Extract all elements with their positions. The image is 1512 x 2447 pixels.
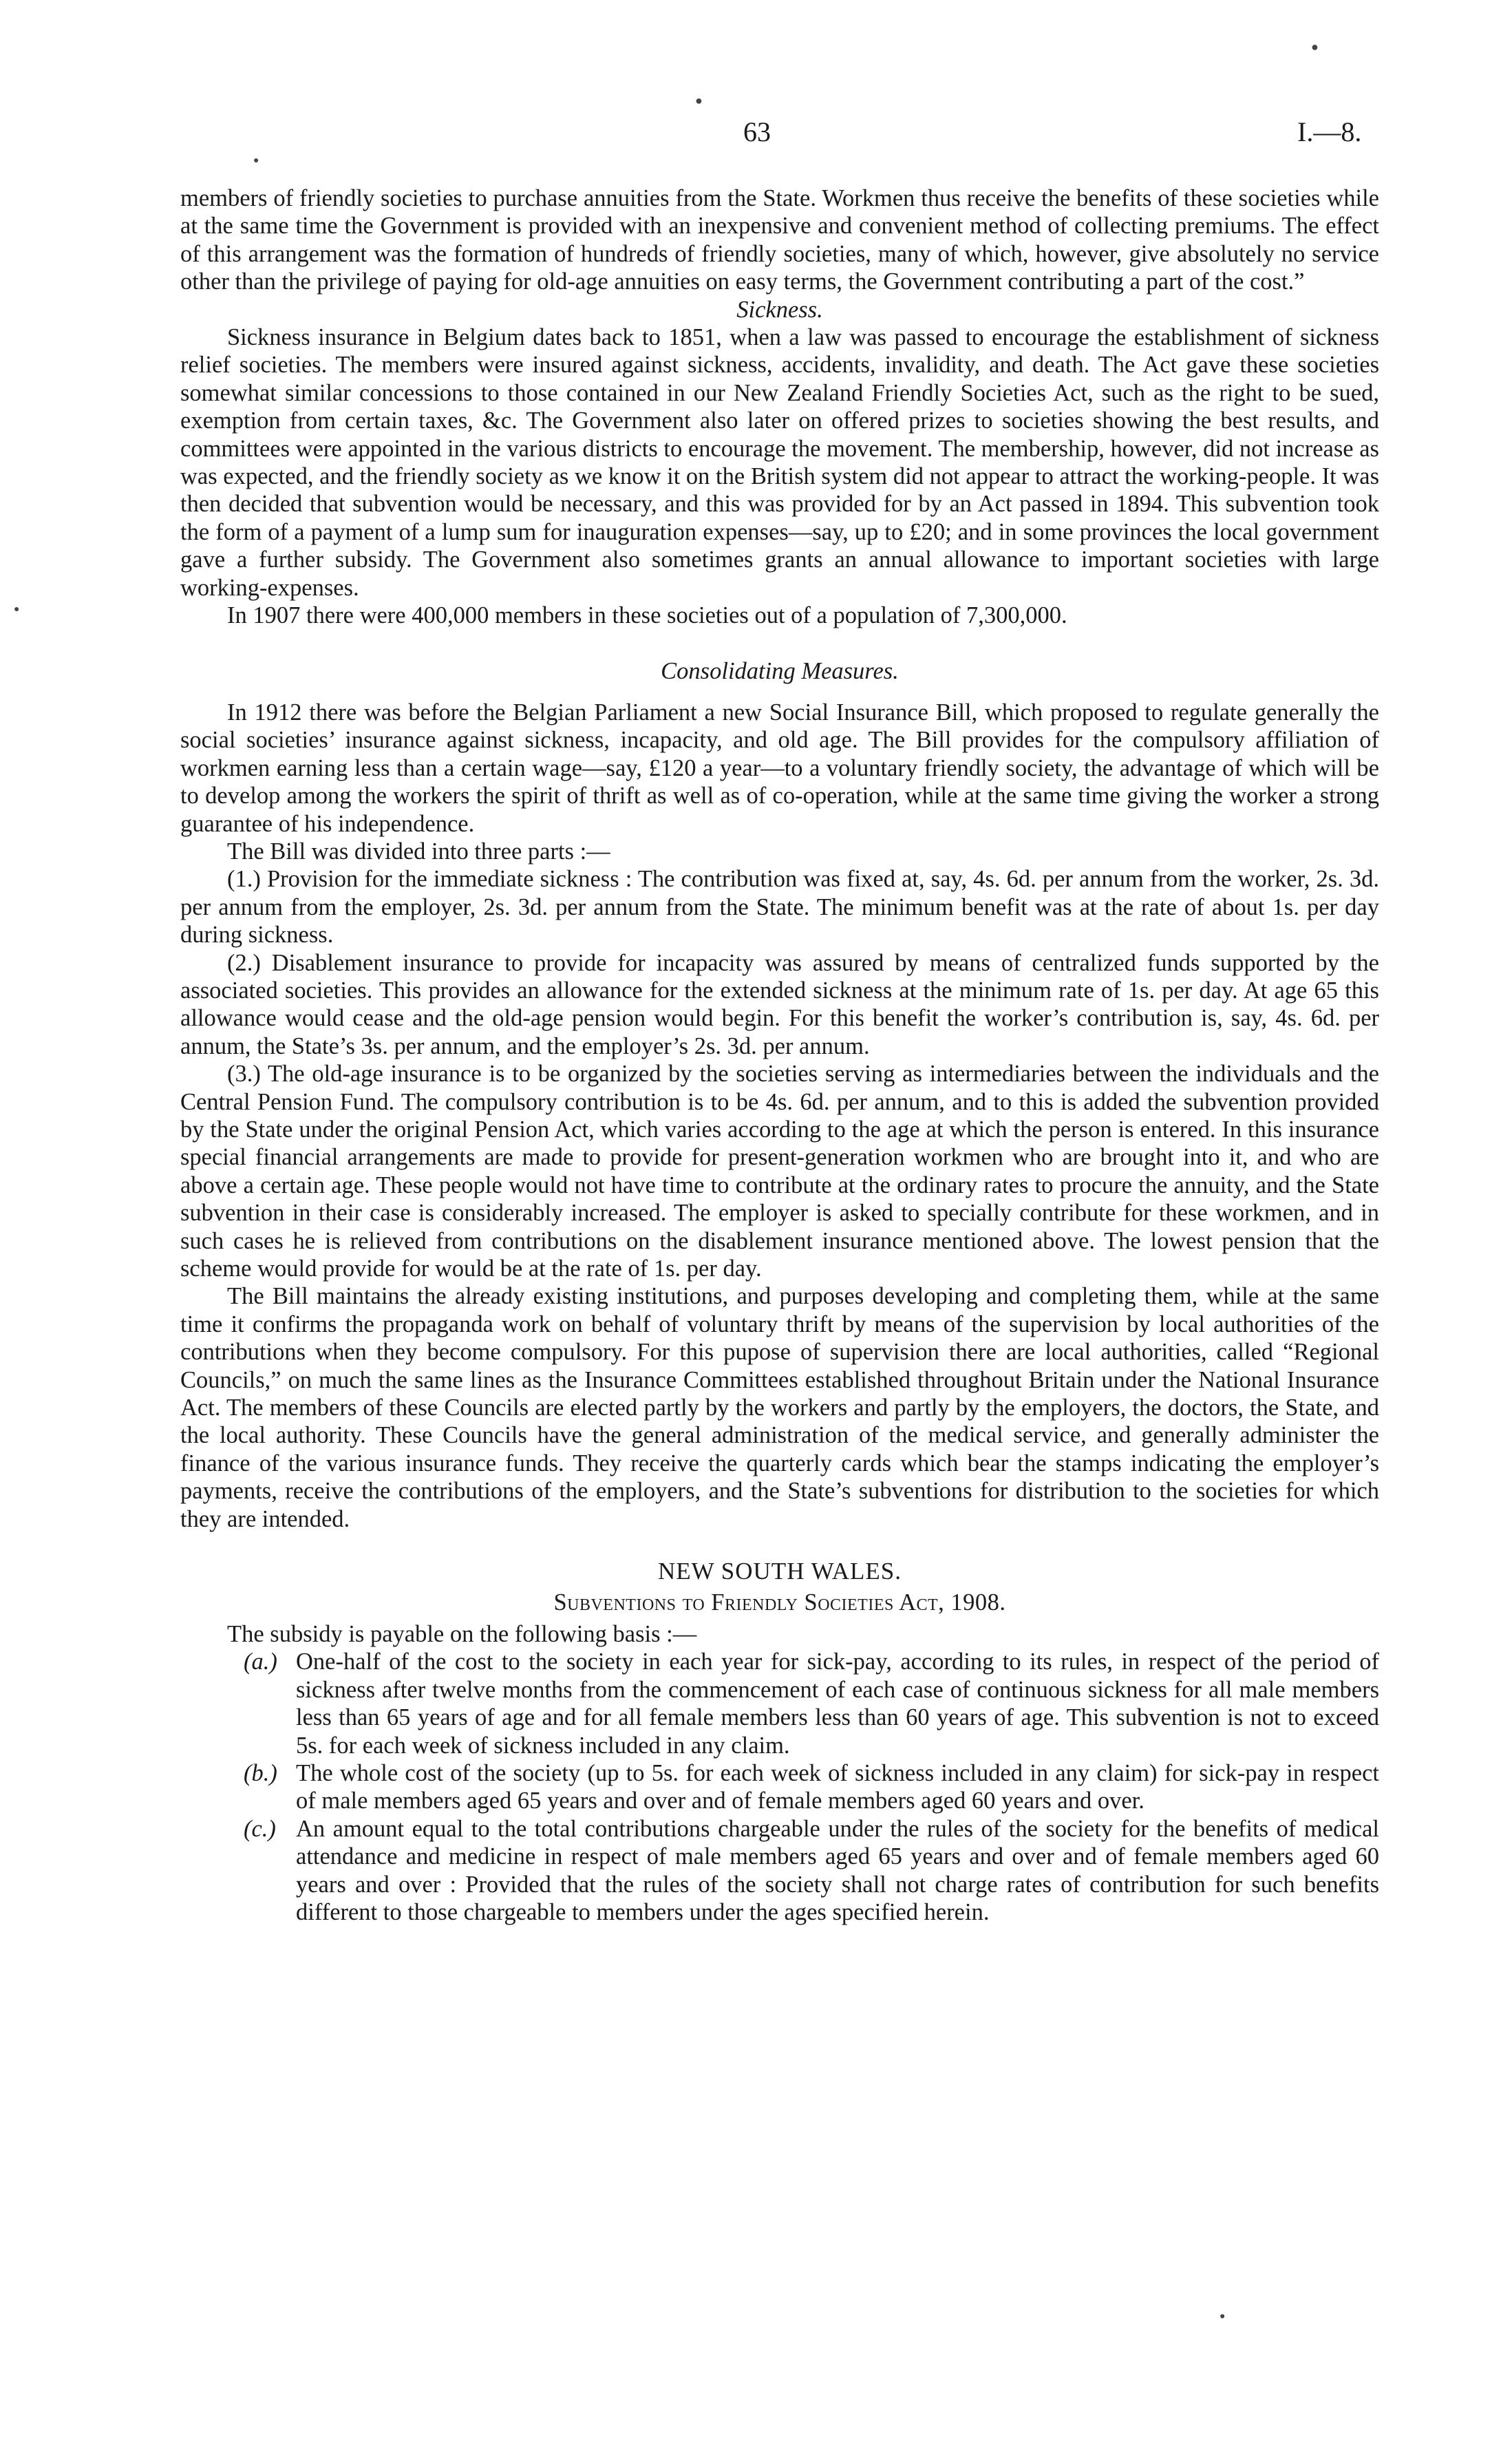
- state-heading: NEW SOUTH WALES.: [657, 1558, 902, 1585]
- speck-mark: ●: [14, 604, 20, 615]
- paragraph: The subsidy is payable on the following basis :—: [227, 1620, 697, 1647]
- list-item: [180, 1815, 1379, 1927]
- document-body: [180, 184, 1379, 1926]
- paragraph: The Bill was divided into three parts :—: [227, 838, 610, 865]
- list-item-text: One-half of the cost to the society in each year for sick-pay, according to its rules, in respect of the period of sickness after twelve months from the commencement of each case of continuous sickness for all male members less than 65 years of age and for all female members less than 60 years of age. This subvention is not to exceed 5s. for each week of sickness included in any claim.: [296, 1649, 1379, 1759]
- speck-mark: ●: [695, 94, 703, 107]
- paragraph: The Bill maintains the already existing institutions, and purposes developing and completing them, while at the same time it confirms the propaganda work on behalf of voluntary thrift by means of the supervision by local authorities of the contributions when they become compulsory. For this pupose of supervision there are local authorities, called “Regional Councils,” on much the same lines as the Insurance Committees established throughout Britain under the National Insurance Act. The members of these Councils are elected partly by the workers and partly by the employers, the doctors, the State, and the local authority. These Councils have the general administration of the medical service, and generally administer the finance of the various insurance funds. They receive the quarterly cards which bear the stamps indicating the employer’s payments, receive the contributions of the employers, and the State’s subventions for distribution to the societies for which they are intended.: [180, 1283, 1379, 1532]
- speck-mark: ●: [1311, 40, 1319, 54]
- speck-mark: ●: [253, 156, 259, 166]
- paragraph: (1.) Provision for the immediate sickness : The contribution was fixed at, say, 4s. 6d. per annum from the worker, 2s. 3d. per annum from the employer, 2s. 3d. per annum from the State. The minimum benefit was at the rate of about 1s. per day during sickness.: [180, 866, 1379, 949]
- section-heading-consolidating-measures: Consolidating Measures.: [661, 657, 899, 684]
- paragraph: (3.) The old-age insurance is to be organized by the societies serving as intermediaries between the individuals and the Central Pension Fund. The compulsory contribution is to be 4s. 6d. per annum, and to this is added the subvention provided by the State under the original Pension Act, which varies according to the age at which the person is entered. In this insurance special financial arrangements are made to provide for present-generation workmen who are brought into it, and who are above a certain age. These people would not have time to contribute at the ordinary rates to procure the annuity, and the State subvention in their case is considerably increased. The employer is asked to specially contribute for these workmen, and in such cases he is relieved from contributions on the disablement insurance mentioned above. The lowest pension that the scheme would provide for would be at the rate of 1s. per day.: [180, 1061, 1379, 1282]
- list-item-text: The whole cost of the society (up to 5s. for each week of sickness included in any claim) for sick-pay in respect of male members aged 65 years and over and of female members aged 60 years and over.: [296, 1759, 1379, 1814]
- paragraph: In 1912 there was before the Belgian Parliament a new Social Insurance Bill, which proposed to regulate generally the social societies’ insurance against sickness, incapacity, and old age. The Bill provides for the compulsory affiliation of workmen earning less than a certain wage—say, £120 a year—to a voluntary friendly society, the advantage of which will be to develop among the workers the spirit of thrift as well as of co-operation, while at the same time giving the worker a strong guarantee of his independence.: [180, 699, 1379, 837]
- list-item-marker: (b.): [244, 1759, 277, 1786]
- list-item-marker: (c.): [244, 1815, 276, 1842]
- act-heading: Subventions to Friendly Societies Act, 1908.: [553, 1589, 1006, 1616]
- list-item: [180, 1759, 1379, 1815]
- paragraph-continuation: members of friendly societies to purchase annuities from the State. Workmen thus receive the benefits of these societies while at the same time the Government is provided with an inexpensive and convenient method of collecting premiums. The effect of this arrangement was the formation of hundreds of friendly societies, many of which, however, give absolutely no service other than the privilege of paying for old-age annuities on easy terms, the Government contributing a part of the cost.”: [180, 185, 1379, 295]
- speck-mark: ●: [1220, 2311, 1226, 2322]
- paragraph: Sickness insurance in Belgium dates back to 1851, when a law was passed to encourage the establishment of sickness relief societies. The members were insured against sickness, accidents, invalidity, and death. The Act gave these societies somewhat similar concessions to those contained in our New Zealand Friendly Societies Act, such as the right to be sued, exemption from certain taxes, &c. The Government also later on offered prizes to societies showing the best results, and committees were appointed in the various districts to encourage the movement. The membership, however, did not increase as was expected, and the friendly society as we know it on the British system did not appear to attract the working-people. It was then decided that subvention would be necessary, and this was provided for by an Act passed in 1894. This subvention took the form of a payment of a lump sum for inauguration expenses—say, up to £20; and in some provinces the local government gave a further subsidy. The Government also sometimes grants an annual allowance to important societies with large working-expenses.: [180, 324, 1379, 601]
- list-item-marker: (a.): [244, 1649, 277, 1675]
- section-heading-sickness: Sickness.: [736, 296, 823, 323]
- list-item: [180, 1648, 1379, 1759]
- page-header: [0, 116, 1512, 157]
- list-item-text: An amount equal to the total contributions chargeable under the rules of the society for the benefits of medical attendance and medicine in respect of male members aged 65 years and over and of female members aged 60 years and over : Provided that the rules of the society shall not charge rates of contribution for such benefits different to those chargeable to members under the ages specified herein.: [296, 1815, 1379, 1925]
- paragraph: (2.) Disablement insurance to provide for incapacity was assured by means of centralized funds supported by the associated societies. This provides an allowance for the extended sickness at the minimum rate of 1s. per day. At age 65 this allowance would cease and the old-age pension would begin. For this benefit the worker’s contribution is, say, 4s. 6d. per annum, the State’s 3s. per annum, and the employer’s 2s. 3d. per annum.: [180, 949, 1379, 1059]
- document-reference: I.—8.: [1297, 116, 1362, 147]
- paragraph: In 1907 there were 400,000 members in these societies out of a population of 7,300,000.: [227, 602, 1067, 629]
- page-number: 63: [743, 116, 771, 147]
